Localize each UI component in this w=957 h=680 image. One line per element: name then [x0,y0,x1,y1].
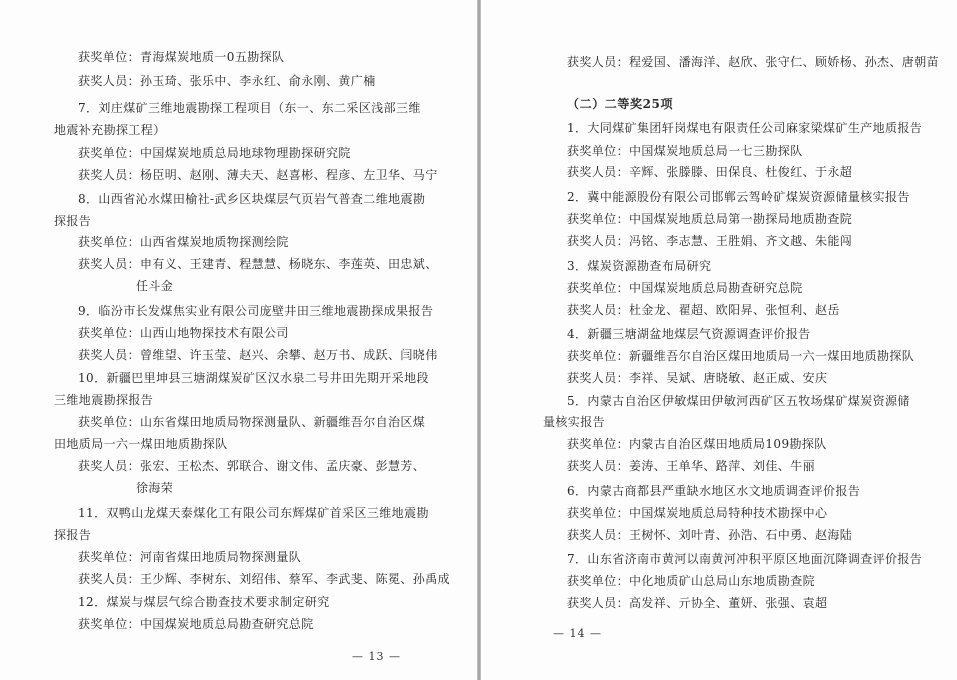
text-line: 获奖单位：中化地质矿山总局山东地质勘查院 [567,574,816,588]
text-line: 任斗金 [136,279,174,293]
text-line: 获奖人员：辛辉、张滕滕、田保良、杜俊红、于永超 [567,165,853,179]
text-line: 量核实报告 [543,415,606,429]
text-line: 获奖人员：杨臣明、赵刚、薄夫天、赵喜彬、程彦、左卫华、马宁 [78,168,438,182]
text-line: 地震补充勘探工程） [54,123,166,137]
page-number: — 14 — [553,627,602,640]
left-page [0,0,477,680]
text-line: 1．大同煤矿集团轩岗煤电有限责任公司麻家梁煤矿生产地质报告 [567,121,923,135]
text-line: 获奖单位：山东省煤田地质局物探测量队、新疆维吾尔自治区煤 [78,415,426,429]
text-line: 7．刘庄煤矿三维地震勘探工程项目（东一、东二采区浅部三维 [78,101,421,115]
page-number: — 13 — [352,650,401,663]
text-line: 5．内蒙古自治区伊敏煤田伊敏河西矿区五牧场煤矿煤炭资源储 [567,394,910,408]
text-line: 获奖人员：杜金龙、翟超、欧阳昇、张恒利、赵岳 [567,303,840,317]
section-heading: （二）二等奖25项 [567,97,674,111]
text-line: 获奖人员：孙玉琦、张乐中、李永红、俞永刚、黄广楠 [78,74,376,88]
text-line: 获奖人员：姜涛、王单华、路萍、刘佳、牛丽 [567,459,816,473]
text-line: 7．山东省济南市黄河以南黄河冲积平原区地面沉降调查评价报告 [567,552,923,566]
text-line: 获奖单位：中国煤炭地质总局特种技术勘探中心 [567,506,828,520]
text-line: 12．煤炭与煤层气综合勘查技术要求制定研究 [78,595,330,609]
text-line: 8．山西省沁水煤田榆社-武乡区块煤层气页岩气普查二维地震勘 [78,192,426,206]
text-line: 获奖人员：张宏、王松杰、郭联合、谢文伟、孟庆豪、彭慧芳、 [78,459,426,473]
text-line: 获奖单位：青海煤炭地质一0五勘探队 [78,50,285,64]
text-line: 获奖人员：高发祥、亓协全、董妍、张强、袁超 [567,596,828,610]
text-line: 获奖单位：中国煤炭地质总局一七三勘探队 [567,144,803,158]
text-line: 6．内蒙古商都县严重缺水地区水文地质调查评价报告 [567,484,861,498]
text-line: 获奖单位：中国煤炭地质总局勘查研究总院 [78,617,314,631]
text-line: 获奖人员：王树怀、刘叶青、孙浩、石中勇、赵海陆 [567,528,853,542]
text-line: 获奖人员：王少辉、李树东、刘绍伟、蔡军、李武斐、陈冕、孙禹成 [78,572,451,586]
text-line: 获奖单位：中国煤炭地质总局第一勘探局地质勘查院 [567,212,853,226]
text-line: 11．双鸭山龙煤天泰煤化工有限公司东辉煤矿首采区三维地震勘 [78,506,429,520]
text-line: 获奖单位：山西山地物探技术有限公司 [78,326,289,340]
text-line: 获奖单位：山西省煤炭地质物探测绘院 [78,235,289,249]
text-line: 获奖人员：李祥、吴斌、唐晓敏、赵正威、安庆 [567,371,828,385]
text-line: 9．临汾市长发煤焦实业有限公司庞壁井田三维地震勘探成果报告 [78,304,434,318]
text-line: 获奖单位：河南省煤田地质局物探测量队 [78,550,302,564]
text-line: 三维地震勘探报告 [54,393,154,407]
text-line: 3．煤炭资源勘查布局研究 [567,259,712,273]
text-line: 徐海荣 [136,481,174,495]
text-line: 4．新疆三塘湖盆地煤层气资源调查评价报告 [567,327,811,341]
text-line: 获奖人员：冯铭、李志慧、王胜娟、齐文越、朱能闯 [567,234,853,248]
text-line: 获奖单位：中国煤炭地质总局勘查研究总院 [567,281,803,295]
text-line: 获奖人员：曾维望、许玉莹、赵兴、余攀、赵万书、成跃、闫晓伟 [78,348,438,362]
text-line: 获奖人员：申有义、王建青、程慧慧、杨晓东、李莲英、田忠斌、 [78,257,438,271]
text-line: 探报告 [54,528,92,542]
text-line: 获奖单位：新疆维吾尔自治区煤田地质局一六一煤田地质勘探队 [567,349,915,363]
text-line: 10．新疆巴里坤县三塘湖煤炭矿区汉水泉二号井田先期开采地段 [78,371,429,385]
text-line: 获奖人员：程爱国、潘海洋、赵欣、张守仁、顾娇杨、孙杰、唐朝苗 [567,55,940,69]
right-page [481,0,957,680]
text-line: 探报告 [54,214,92,228]
text-line: 获奖单位：内蒙古自治区煤田地质局109勘探队 [567,437,827,451]
text-line: 田地质局一六一煤田地质勘探队 [54,437,228,451]
text-line: 2．冀中能源股份有限公司邯郸云驾岭矿煤炭资源储量核实报告 [567,190,910,204]
text-line: 获奖单位：中国煤炭地质总局地球物理勘探研究院 [78,146,351,160]
